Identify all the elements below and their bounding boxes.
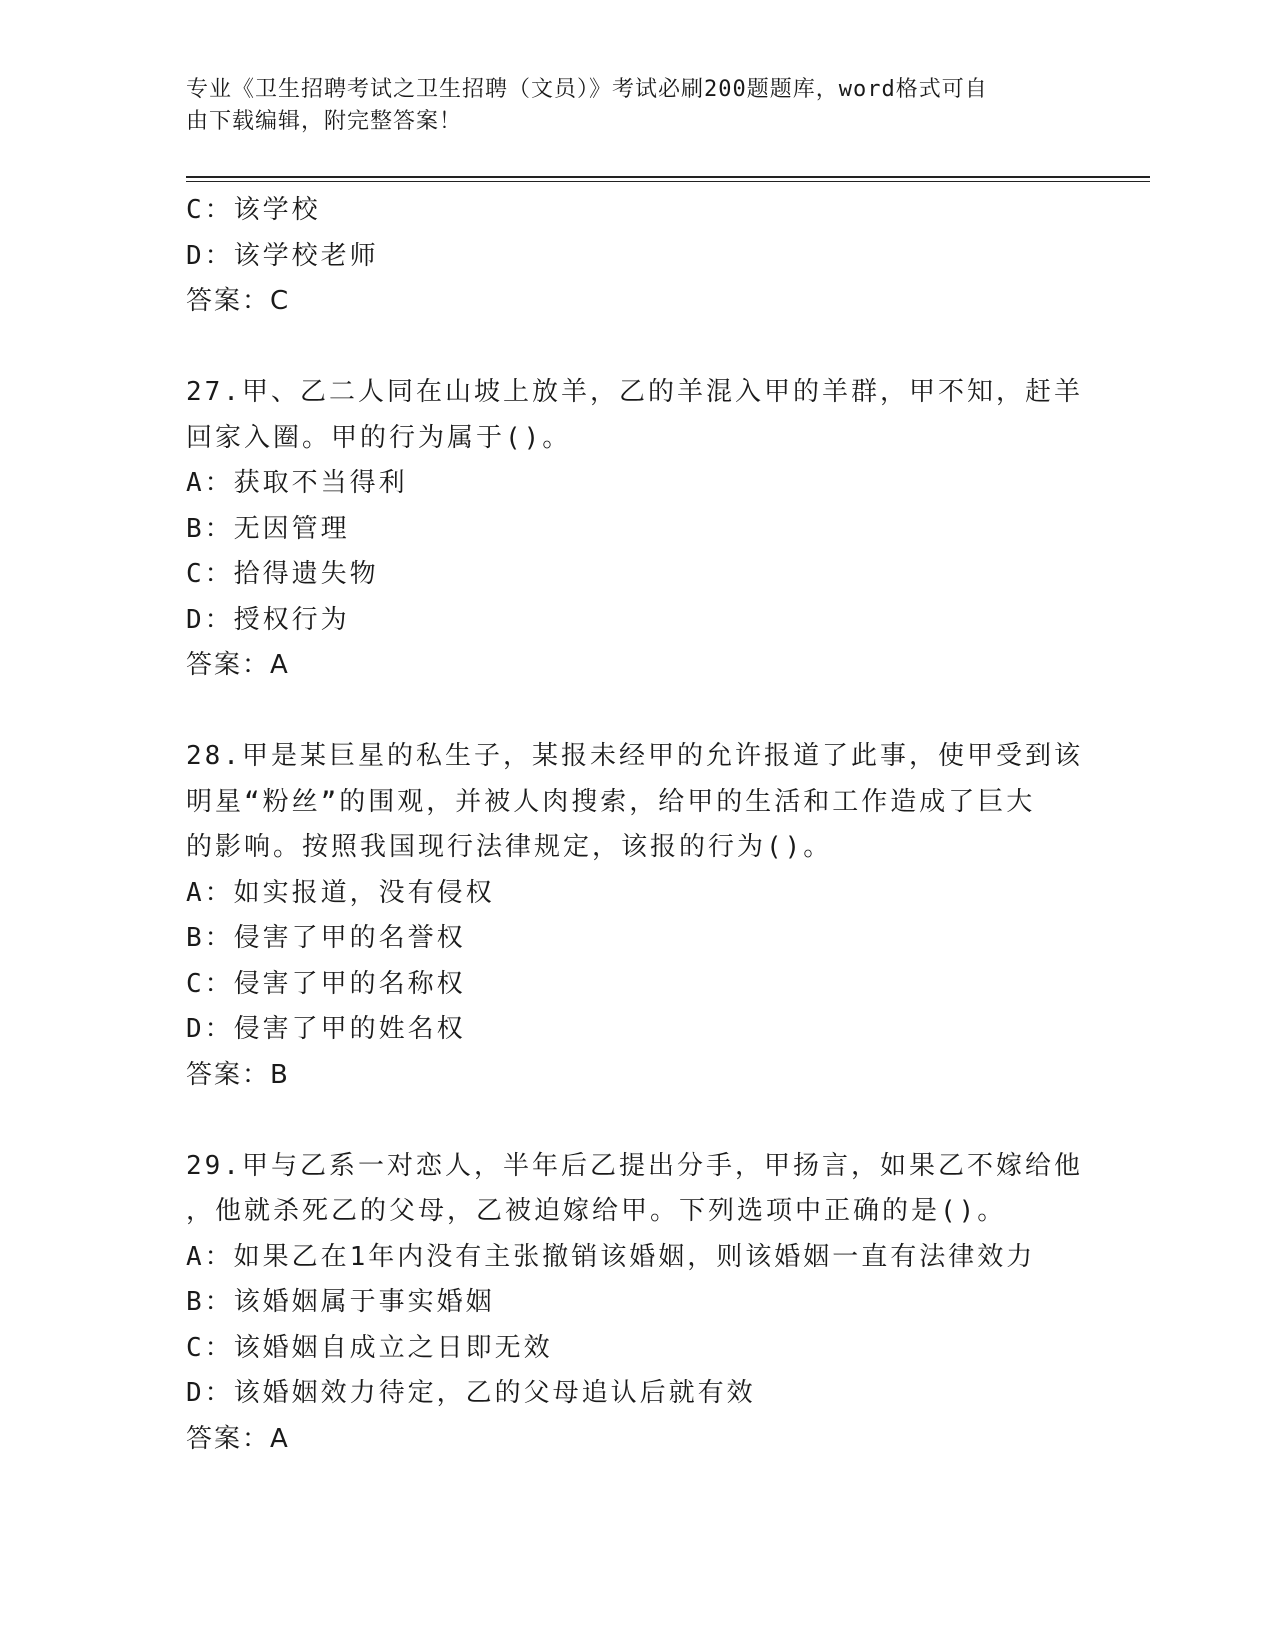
answer-line: 答案：A [186,650,290,680]
header-divider [186,176,1150,182]
answer-line: 答案：B [186,1059,290,1090]
question-stem-line: 回家入圈。甲的行为属于()。 [186,422,572,453]
document-header [186,74,1066,138]
question-27 [186,370,1086,689]
spacer [186,689,1086,735]
spacer [186,1098,1086,1144]
option-b: B：侵害了甲的名誉权 [186,923,466,953]
question-29 [186,1144,1086,1463]
option-c: C：侵害了甲的名称权 [186,968,466,999]
document-body [186,188,1086,1462]
question-26-tail [186,188,1086,325]
option-a: A：如实报道，没有侵权 [186,877,495,908]
option-a: A：获取不当得利 [186,468,408,498]
option-b: B：该婚姻属于事实婚姻 [186,1287,495,1317]
answer-line: 答案：C [186,286,291,316]
option-d: D：该学校老师 [186,240,379,271]
question-stem-line: ，他就杀死乙的父母，乙被迫嫁给甲。下列选项中正确的是()。 [186,1196,1007,1226]
question-stem-line: 明星“粉丝”的围观，并被人肉搜索，给甲的生活和工作造成了巨大 [186,786,1036,817]
header-title-line-1: 专业《卫生招聘考试之卫生招聘（文员）》考试必刷200题题库，word格式可自 [186,77,988,102]
option-c: C：该婚姻自成立之日即无效 [186,1332,553,1363]
answer-line: 答案：A [186,1423,290,1454]
option-b: B：无因管理 [186,513,350,544]
header-title-line-2: 由下载编辑，附完整答案！ [186,109,463,134]
option-d: D：授权行为 [186,604,350,635]
option-c: C：该学校 [186,195,321,225]
question-stem-line: 27.甲、乙二人同在山坡上放羊，乙的羊混入甲的羊群，甲不知，赶羊 [186,377,1083,407]
question-stem-line: 28.甲是某巨星的私生子，某报未经甲的允许报道了此事，使甲受到该 [186,741,1083,771]
option-d: D：该婚姻效力待定，乙的父母追认后就有效 [186,1378,756,1408]
question-28 [186,734,1086,1098]
question-stem-line: 的影响。按照我国现行法律规定，该报的行为()。 [186,832,833,862]
question-stem-line: 29.甲与乙系一对恋人，半年后乙提出分手，甲扬言，如果乙不嫁给他 [186,1150,1083,1181]
option-c: C：拾得遗失物 [186,559,379,589]
spacer [186,325,1086,371]
option-d: D：侵害了甲的姓名权 [186,1014,466,1044]
option-a: A：如果乙在1年内没有主张撤销该婚姻，则该婚姻一直有法律效力 [186,1241,1036,1272]
